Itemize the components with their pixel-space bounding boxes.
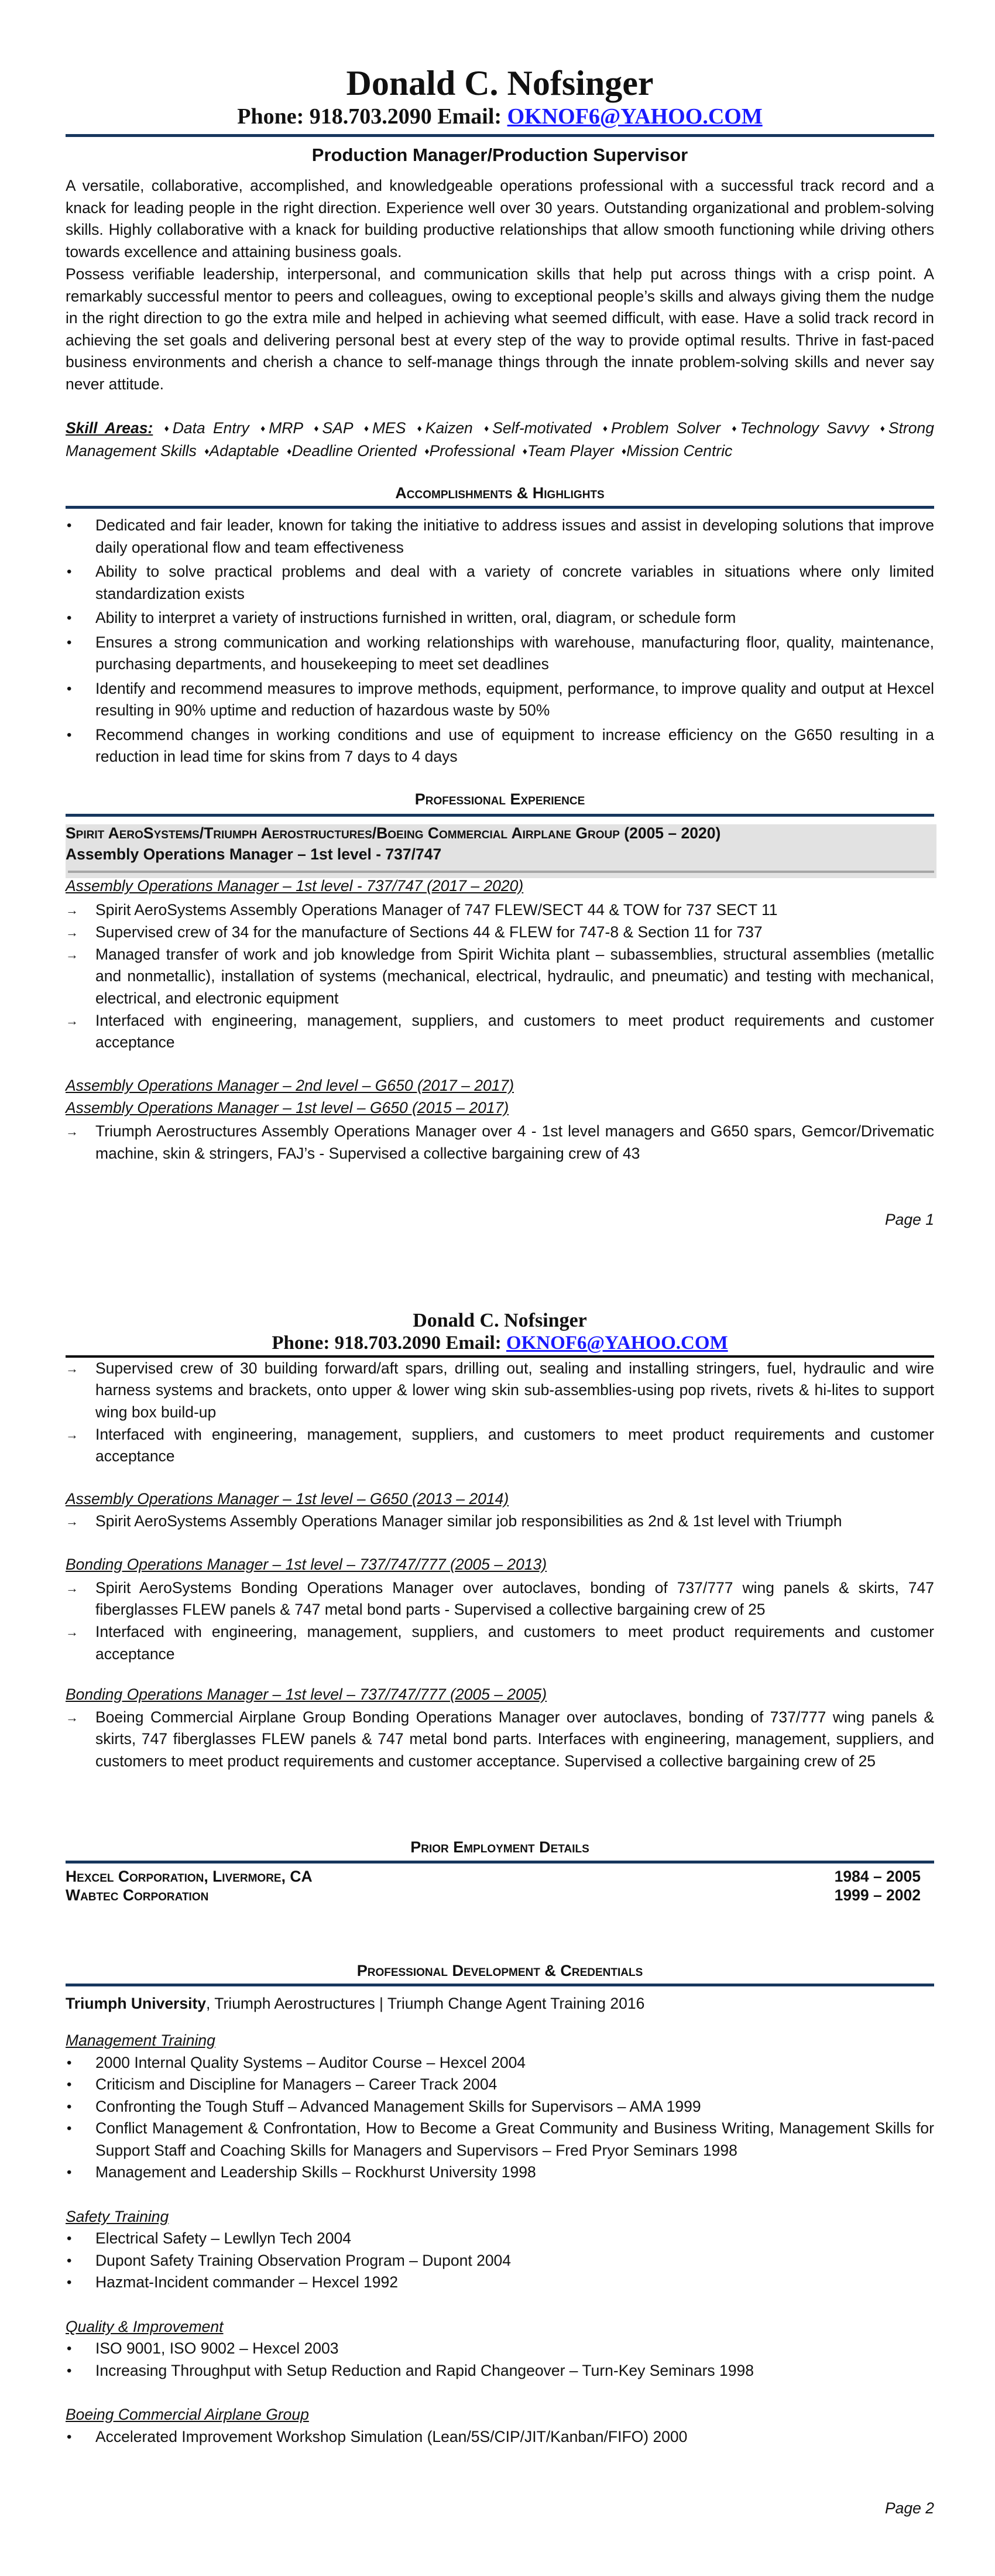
employment-dates: 1999 – 2002 (834, 1886, 921, 1904)
position-bullet: → Spirit AeroSystems Bonding Operations Manager over autoclaves, bonding of 737/777 wing panels & skirts, 747 fiberglasses FLEW panels & 747 metal bond parts - Supervised a collective bargaining crew of 25 (66, 1577, 934, 1621)
skill-item: ♦ Self-motivated (481, 419, 591, 437)
skill-item: ♦ Professional (421, 442, 514, 460)
section-rule (66, 506, 934, 509)
credential-group (66, 2030, 934, 2184)
contact-line (66, 102, 934, 131)
triumph-details: , Triumph Aerostructures | Triumph Change Agent Training 2016 (206, 1995, 645, 2012)
credential-item: • Electrical Safety – Lewllyn Tech 2004 (66, 2228, 934, 2250)
position-title: Assembly Operations Manager – 1st level - 737/747 (2017 – 2020) (66, 877, 524, 895)
credential-group (66, 2206, 934, 2294)
accomplishment-item: • Ability to interpret a variety of instructions furnished in written, oral, diagram, or schedule form (66, 607, 934, 629)
summary-paragraph: A versatile, collaborative, accomplished, and knowledgeable operations professional with a successful track record and a knack for leading people in the right direction. Experience well over 30 years. Outstanding organizational and problem-solving skills. Highly collaborative with a knack for building productive relationships that allow smooth functioning while driving others towards excellence and attaining business goals. (66, 177, 934, 261)
position-title: Assembly Operations Manager – 1st level – G650 (2015 – 2017) (66, 1098, 509, 1116)
skill-item: ♦ Strong Management Skills (66, 419, 934, 460)
page-number: Page 2 (885, 2499, 934, 2517)
credential-group-title: Management Training (66, 2032, 215, 2049)
position-block (66, 1684, 934, 1772)
credential-item: • Increasing Throughput with Setup Reduction and Rapid Changeover – Turn-Key Seminars 1998 (66, 2360, 934, 2382)
skill-areas-label: Skill Areas: (66, 419, 153, 437)
position-bullet: → Managed transfer of work and job knowledge from Spirit Wichita plant – subassemblies, structural assemblies (metallic and nonmetallic), installation of systems (mechanical, electrical, hydraulic, and pneumatic) and testing with mechanical, electrical, and electronic equipment (66, 944, 934, 1010)
accomplishments-heading: Accomplishments & Highlights (395, 484, 605, 502)
prior-employment-heading: Prior Employment Details (410, 1838, 589, 1856)
position-bullet: → Supervised crew of 34 for the manufacture of Sections 44 & FLEW for 747-8 & Section 11 for 737 (66, 922, 934, 944)
skill-item: ♦ Technology Savvy (728, 419, 869, 437)
position-bullet: → Spirit AeroSystems Assembly Operations Manager of 747 FLEW/SECT 44 & TOW for 737 SECT 11 (66, 899, 934, 922)
position-block (66, 875, 934, 1054)
email-link[interactable]: OKNOF6@YAHOO.COM (507, 104, 763, 129)
credential-item: • Accelerated Improvement Workshop Simulation (Lean/5S/CIP/JIT/Kanban/FIFO) 2000 (66, 2426, 934, 2448)
credential-groups (66, 2008, 934, 2448)
skill-item: ♦ Kaizen (414, 419, 473, 437)
credential-item: • Dupont Safety Training Observation Program – Dupont 2004 (66, 2250, 934, 2272)
skill-item: ♦ Problem Solver (599, 419, 720, 437)
accomplishment-item: • Ensures a strong communication and working relationships with warehouse, manufacturing floor, quality, maintenance, purchasing departments, and housekeeping to meet set deadlines (66, 632, 934, 676)
skill-item: ♦ SAP (310, 419, 352, 437)
position-bullet: → Interfaced with engineering, management, suppliers, and customers to meet product requirements and customer acceptance (66, 1010, 934, 1054)
section-rule (66, 1861, 934, 1864)
employment-dates: 1984 – 2005 (834, 1868, 921, 1885)
credential-group-title: Quality & Improvement (66, 2317, 224, 2335)
position-title: Assembly Operations Manager – 1st level – G650 (2013 – 2014) (66, 1490, 509, 1508)
skill-item: ♦ MRP (257, 419, 303, 437)
phone-text: Phone: 918.703.2090 Email: (272, 1332, 506, 1354)
position-bullet: → Interfaced with engineering, management, suppliers, and customers to meet product requirements and customer acceptance (66, 1621, 934, 1665)
email-link[interactable]: OKNOF6@YAHOO.COM (506, 1332, 728, 1354)
accomplishment-item: • Identify and recommend measures to improve methods, equipment, performance, to improve quality and output at Hexcel resulting in 90% uptime and reduction of hazardous waste by 50% (66, 678, 934, 722)
prior-employer-row (66, 1867, 921, 1886)
position-bullet: → Interfaced with engineering, management, suppliers, and customers to meet product requirements and customer acceptance (66, 1424, 934, 1468)
section-rule (66, 1984, 934, 1986)
company-role: Assembly Operations Manager – 1st level - 737/747 (66, 845, 442, 863)
position-bullet: → Triumph Aerostructures Assembly Operations Manager over 4 - 1st level managers and G650 spars, Gemcor/Drivematic machine, skin & stringers, FAJ’s - Supervised a collective bargaining crew of 43 (66, 1121, 934, 1164)
credential-item: • Conflict Management & Confrontation, How to Become a Great Community and Business Writing, Management Skills for Support Staff and Coaching Skills for Managers and Supervisors – Fred Pryor Seminars 1998 (66, 2118, 934, 2161)
employer-name: Hexcel Corporation, Livermore, CA (66, 1868, 313, 1885)
credential-group-title: Boeing Commercial Airplane Group (66, 2406, 309, 2423)
summary (66, 175, 934, 395)
position-title: Bonding Operations Manager – 1st level – 737/747/777 (2005 – 2013) (66, 1556, 547, 1573)
skill-item: ♦ MES (361, 419, 406, 437)
phone-text: Phone: 918.703.2090 Email: (237, 104, 507, 129)
position-block (66, 1554, 934, 1665)
position-block-continued (66, 1357, 934, 1468)
position-bullet: → Boeing Commercial Airplane Group Bonding Operations Manager over autoclaves, bonding of 737/777 wing panels & skirts, 747 fiberglasses FLEW panels & 747 metal bond parts. Interfaces with engineering, management, suppliers, and customers to meet product requirements and customer acceptance. Supervised a collective bargaining crew of 25 (66, 1707, 934, 1773)
credential-group-title: Safety Training (66, 2207, 169, 2225)
company-band-rule (68, 871, 934, 873)
accomplishments-section (66, 515, 934, 770)
credential-item: • ISO 9001, ISO 9002 – Hexcel 2003 (66, 2338, 934, 2360)
prior-employer-row (66, 1886, 921, 1904)
page-number: Page 1 (885, 1211, 934, 1228)
position-title: Assembly Operations Manager – 2nd level – G650 (2017 – 2017) (66, 1077, 514, 1094)
credential-item: • Hazmat-Incident commander – Hexcel 1992 (66, 2272, 934, 2294)
skill-list (66, 419, 934, 460)
credential-item: • Criticism and Discipline for Managers – Career Track 2004 (66, 2074, 934, 2096)
company-name: Spirit AeroSystems/Triumph Aerostructures/Boeing Commercial Airplane Group (2005 – 2020) (66, 824, 721, 842)
accomplishment-item: • Dedicated and fair leader, known for taking the initiative to address issues and assist in developing solutions that improve daily operational flow and team effectiveness (66, 515, 934, 559)
candidate-name: Donald C. Nofsinger (413, 1310, 587, 1331)
credentials-heading: Professional Development & Credentials (356, 1962, 643, 1979)
summary-paragraph: Possess verifiable leadership, interpersonal, and communication skills that help put across things with a crisp point. A remarkably successful mentor to peers and colleagues, owing to exceptional people’s skills and always giving them the nudge in the right direction to go the extra mile and helped in achieving what seemed difficult, with ease. Have a solid track record in achieving the set goals and delivering personal best at every step of the way to provide optimal results. Thrive in fast-paced business environments and cherish a chance to self-manage things through the innate problem-solving skills and never say never attitude. (66, 265, 934, 393)
accomplishment-item: • Ability to solve practical problems and deal with a variety of concrete variables in situations where only limited standardization exists (66, 561, 934, 605)
credential-item: • Confronting the Tough Stuff – Advanced Management Skills for Supervisors – AMA 1999 (66, 2096, 934, 2118)
position-title: Bonding Operations Manager – 1st level – 737/747/777 (2005 – 2005) (66, 1686, 547, 1703)
credential-group (66, 2316, 934, 2382)
position-block (66, 1075, 934, 1164)
accomplishment-item: • Recommend changes in working conditions and use of equipment to increase efficiency on the G650 resulting in a reduction in lead time for skins from 7 days to 4 days (66, 724, 934, 768)
skill-item: ♦ Data Entry (161, 419, 249, 437)
skill-areas (66, 417, 934, 463)
skill-item: ♦ Adaptable (201, 442, 279, 460)
position-block (66, 1488, 934, 1533)
contact-line (66, 1331, 934, 1355)
experience-heading: Professional Experience (414, 790, 585, 808)
triumph-university: Triumph University (66, 1995, 207, 2012)
section-rule (66, 814, 934, 817)
prior-employment-list (66, 1867, 934, 1904)
header-rule (66, 134, 934, 137)
credential-item: • 2000 Internal Quality Systems – Auditor Course – Hexcel 2004 (66, 2052, 934, 2074)
position-bullet: → Supervised crew of 30 building forward/aft spars, drilling out, sealing and installing stringers, fuel, hydraulic and wire harness systems and brackets, onto upper & lower wing skin sub-assemblies-using pop rivets, rivets & hi-lites to support wing box build-up (66, 1358, 934, 1424)
position-bullet: → Spirit AeroSystems Assembly Operations Manager similar job responsibilities as 2nd & 1st level with Triumph (66, 1510, 934, 1533)
job-title-heading: Production Manager/Production Supervisor (311, 145, 688, 165)
credential-group (66, 2404, 934, 2448)
skill-item: ♦ Deadline Oriented (283, 442, 417, 460)
credential-item: • Management and Leadership Skills – Rockhurst University 1998 (66, 2161, 934, 2184)
skill-item: ♦ Mission Centric (618, 442, 732, 460)
candidate-name: Donald C. Nofsinger (346, 64, 654, 102)
employer-name: Wabtec Corporation (66, 1886, 209, 1904)
skill-item: ♦ Team Player (519, 442, 614, 460)
